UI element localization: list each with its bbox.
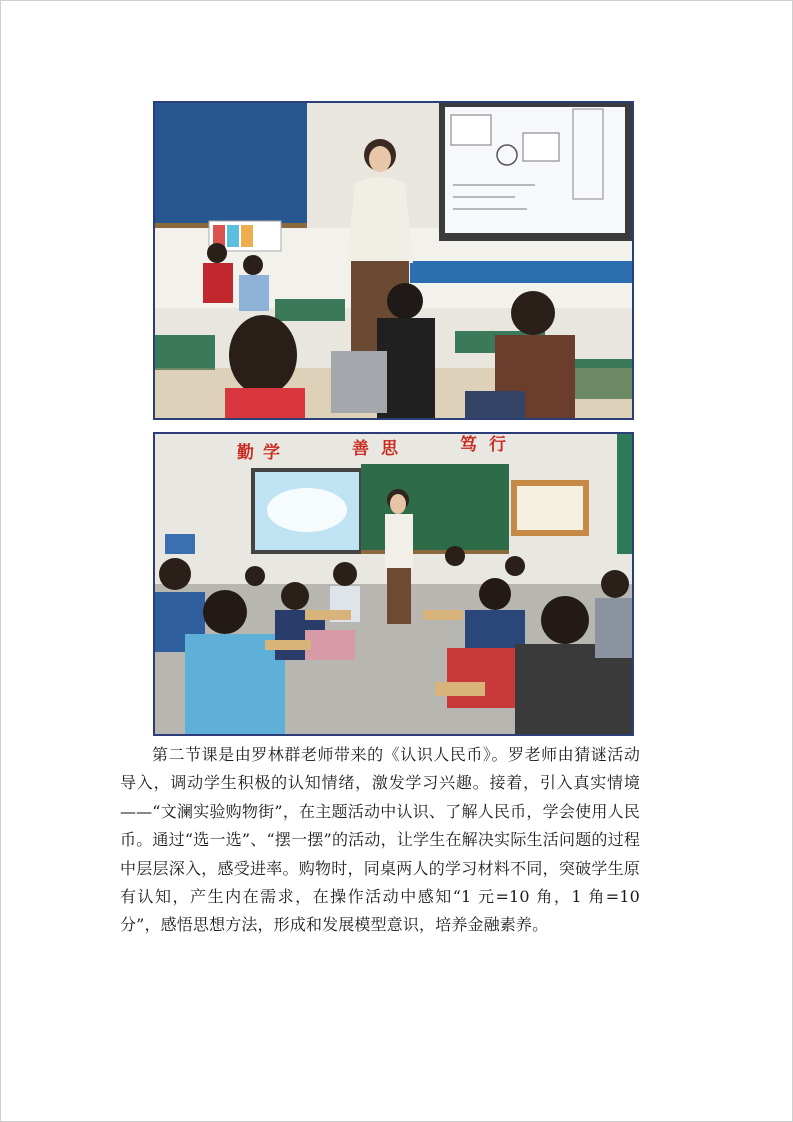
classroom-photo-2: [153, 432, 634, 736]
banner-char: 思: [381, 439, 398, 459]
body-paragraph: 第二节课是由罗林群老师带来的《认识人民币》。罗老师由猜谜活动导入，调动学生积极的认知情绪，激发学习兴趣。接着，引入真实情境——“文澜实验购物街”，在主题活动中认识、了解人民币，学会使用人民币。通过“选一选”、“摆一摆”的活动，让学生在解决实际生活问题的过程中层层深入，感受进率。购物时，同桌两人的学习材料不同，突破学生原有认知，产生内在需求，在操作活动中感知“1 元=10 角，1 角=10 分”，感悟思想方法，形成和发展模型意识，培养金融素养。: [120, 745, 640, 935]
banner-char: 行: [489, 435, 506, 455]
banner-char: 勤: [237, 443, 254, 463]
classroom-photo-1: [153, 101, 634, 420]
classroom-scene-1: [155, 103, 632, 418]
banner-char: 善: [352, 439, 369, 459]
banner-char: 笃: [460, 435, 477, 455]
banner-char: 学: [263, 443, 280, 463]
classroom-scene-2: [155, 434, 632, 734]
